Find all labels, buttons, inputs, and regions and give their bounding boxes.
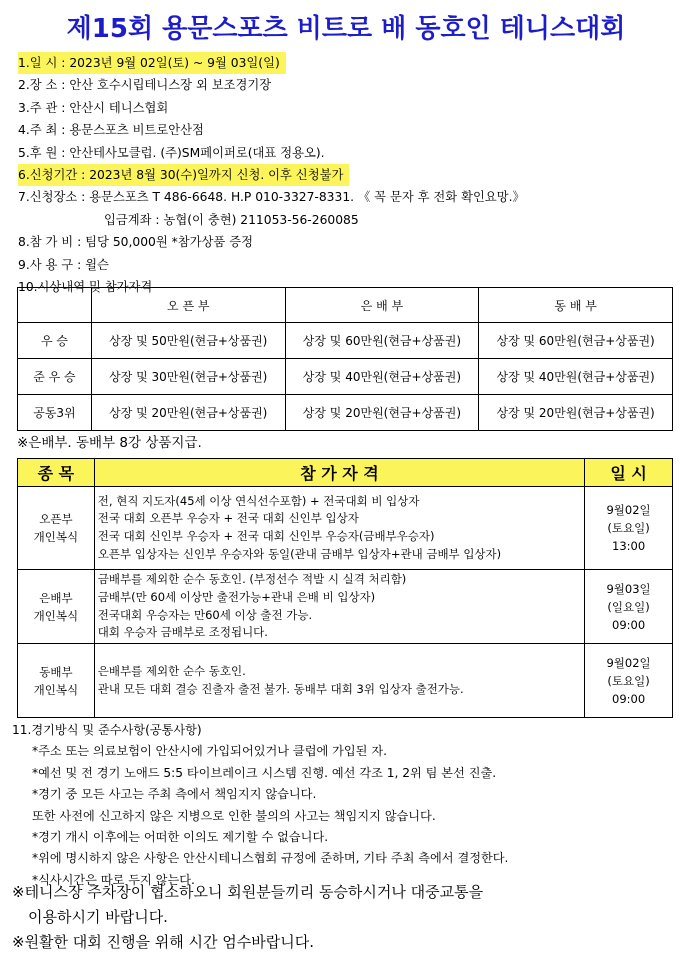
header-qualification: 참 가 자 격	[94, 459, 584, 487]
prize-header-silver: 은 배 부	[285, 288, 479, 323]
participation-row-open	[18, 487, 673, 570]
info-item-deadline: 6.신청기간 : 2023년 8월 30(수)일까지 신청. 이후 신청불가	[18, 164, 678, 186]
prize-row-runner-up	[18, 359, 673, 395]
schedule-cell: 9월02일 (토요일) 09:00	[585, 644, 673, 718]
info-item-organizer: 3.주 관 : 안산시 테니스협회	[18, 100, 169, 115]
page-title: 제15회 용문스포츠 비트로 배 동호인 테니스대회	[66, 14, 626, 44]
closing-notes	[12, 880, 483, 955]
rules-section	[12, 720, 508, 891]
info-item-account: 입금계좌 : 농협(이 충현) 211053-56-260085	[104, 212, 359, 227]
category-cell: 은배부 개인복식	[18, 570, 95, 644]
prize-table-header	[18, 288, 673, 323]
rule-item: *위에 명시하지 않은 사항은 안산시테니스협회 규정에 준하며, 기타 주최 측에서 결정한다.	[32, 851, 509, 866]
prize-row-label: 우 승	[18, 323, 92, 359]
schedule-cell: 9월02일 (토요일) 13:00	[585, 487, 673, 570]
prize-cell: 상장 및 60만원(현금+상품권)	[479, 323, 673, 359]
header-schedule: 일 시	[585, 459, 673, 487]
info-list	[18, 52, 678, 298]
category-cell: 오픈부 개인복식	[18, 487, 95, 570]
prize-row-label: 공동3위	[18, 395, 92, 431]
rules-heading: 11.경기방식 및 준수사항(공통사항)	[12, 723, 202, 737]
prize-note: ※은배부. 동배부 8강 상품지급.	[17, 435, 202, 451]
rule-item: *예선 및 전 경기 노애드 5:5 타이브레이크 시스템 진행. 예선 각조 1, 2위 팀 본선 진출.	[32, 765, 497, 780]
rule-item: 또한 사전에 신고하지 않은 지병으로 인한 불의의 사고는 책임지지 않습니다.	[32, 808, 436, 823]
prize-cell: 상장 및 20만원(현금+상품권)	[91, 395, 285, 431]
participation-row-silver	[18, 570, 673, 644]
info-item-ball: 9.사 용 구 : 윌슨	[18, 257, 109, 272]
participation-row-bronze	[18, 644, 673, 718]
prize-cell: 상장 및 60만원(현금+상품권)	[285, 323, 479, 359]
prize-header-bronze: 동 배 부	[479, 288, 673, 323]
qualification-cell: 금배부를 제외한 순수 동호인. (부정선수 적발 시 실격 처리함) 금배부(만 60세 이상만 출전가능+관내 은배 비 입상자) 전국대회 우승자는 만60세 이상 출전 가능. 대회 우승자 금배부로 조정됩니다.	[94, 570, 584, 644]
header-category: 종 목	[18, 459, 95, 487]
info-item-application: 7.신청장소 : 용문스포츠 T 486-6648. H.P 010-3327-8331. 《 꼭 문자 후 전화 확인요망.》	[18, 190, 525, 205]
info-item-host: 4.주 최 : 용문스포츠 비트로안산점	[18, 123, 204, 138]
rule-item: *경기 개시 이후에는 어떠한 이의도 제기할 수 없습니다.	[32, 829, 329, 844]
prize-header-empty	[18, 288, 92, 323]
prize-cell: 상장 및 30만원(현금+상품권)	[91, 359, 285, 395]
prize-cell: 상장 및 20만원(현금+상품권)	[479, 395, 673, 431]
participation-table	[17, 458, 673, 718]
prize-header-open: 오 픈 부	[91, 288, 285, 323]
participation-header	[18, 459, 673, 487]
info-item-venue: 2.장 소 : 안산 호수시립테니스장 외 보조경기장	[18, 78, 272, 93]
info-item-fee: 8.참 가 비 : 팀당 50,000원 *참가상품 증정	[18, 235, 253, 250]
info-item-date: 1.일 시 : 2023년 9월 02일(토) ~ 9월 03일(일)	[18, 52, 678, 74]
category-cell: 동배부 개인복식	[18, 644, 95, 718]
qualification-cell: 전, 현직 지도자(45세 이상 연식선수포함) + 전국대회 비 입상자 전국 대회 오픈부 우승자 + 전국 대회 신인부 입상자 전국 대회 신인부 우승자 + 전국 대회 신인부 우승자(금배부우승자) 오픈부 입상자는 신인부 우승자와 동일(관내 금배부 입상자+관내 금배부 입상자)	[94, 487, 584, 570]
rule-item: *주소 또는 의료보험이 안산시에 가입되어있거나 클럽에 가입된 자.	[32, 744, 387, 759]
prize-row-third	[18, 395, 673, 431]
closing-note-punctuality: ※원활한 대회 진행을 위해 시간 엄수바랍니다.	[12, 933, 314, 951]
prize-row-label: 준 우 승	[18, 359, 92, 395]
prize-cell: 상장 및 20만원(현금+상품권)	[285, 395, 479, 431]
prize-cell: 상장 및 50만원(현금+상품권)	[91, 323, 285, 359]
info-item-awards-heading: 10.시상내역 및 참가자격	[18, 279, 153, 294]
qualification-cell: 은배부를 제외한 순수 동호인. 관내 모든 대회 결승 진출자 출전 불가. 동배부 대회 3위 입상자 출전가능.	[94, 644, 584, 718]
info-item-sponsor: 5.후 원 : 안산테사모클럽. (주)SM페이퍼로(대표 정용오).	[18, 145, 325, 160]
prize-cell: 상장 및 40만원(현금+상품권)	[479, 359, 673, 395]
closing-note-parking: ※테니스장 주차장이 협소하오니 회원분들끼리 동승하시거나 대중교통을	[12, 883, 484, 901]
schedule-cell: 9월03일 (일요일) 09:00	[585, 570, 673, 644]
prize-cell: 상장 및 40만원(현금+상품권)	[285, 359, 479, 395]
closing-note-parking-cont: 이용하시기 바랍니다.	[28, 908, 168, 926]
prize-row-winner	[18, 323, 673, 359]
rule-item: *식사시간은 따로 두지 않는다.	[32, 872, 195, 887]
rule-item: *경기 중 모든 사고는 주최 측에서 책임지지 않습니다.	[32, 787, 317, 802]
prize-table	[17, 287, 673, 431]
